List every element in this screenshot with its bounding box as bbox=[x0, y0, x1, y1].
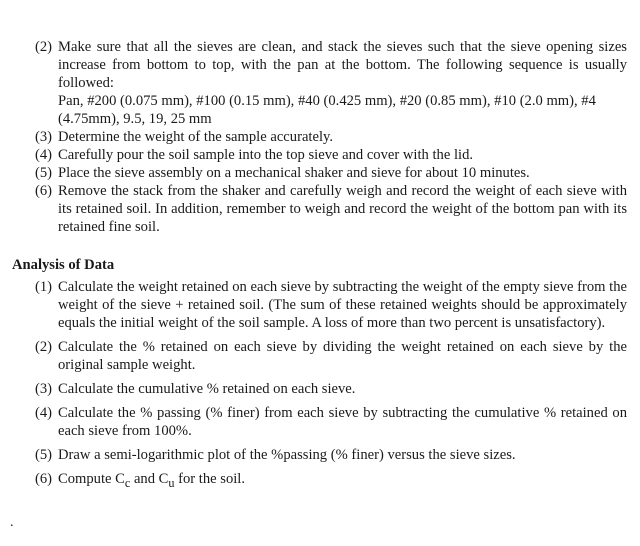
analysis-step-4 bbox=[35, 404, 627, 440]
procedure-step-6 bbox=[35, 182, 627, 236]
procedure-steps bbox=[35, 38, 627, 236]
step-text: Remove the stack from the shaker and carefully weigh and record the weight of each sieve with its retained soil. In addition, remember to weigh and record the weight of the bottom pan with its retained fine soil. bbox=[58, 183, 627, 235]
step-number: (2) bbox=[35, 339, 53, 355]
step-number: (6) bbox=[35, 183, 53, 199]
step-text: Calculate the cumulative % retained on each sieve. bbox=[58, 381, 356, 397]
analysis-steps bbox=[35, 278, 627, 498]
step-number: (5) bbox=[35, 165, 53, 181]
procedure-step-2 bbox=[35, 38, 627, 128]
step-text: Make sure that all the sieves are clean, and stack the sieves such that the sieve opening sizes increase from bottom to top, with the pan at the bottom. The following sequence is usually followed: bbox=[58, 39, 627, 91]
step-text: Draw a semi-logarithmic plot of the %passing (% finer) versus the sieve sizes. bbox=[58, 447, 516, 463]
text-part: for the soil. bbox=[174, 471, 246, 487]
analysis-step-3 bbox=[35, 380, 627, 398]
subscript-c: c bbox=[124, 475, 131, 490]
analysis-step-6 bbox=[35, 470, 627, 492]
procedure-step-5 bbox=[35, 164, 627, 182]
sieve-sequence: Pan, #200 (0.075 mm), #100 (0.15 mm), #40 (0.425 mm), #20 (0.85 mm), #10 (2.0 mm), #4 (4.75mm), 9.5, 19, 25 mm bbox=[58, 93, 596, 127]
step-text: Place the sieve assembly on a mechanical shaker and sieve for about 10 minutes. bbox=[58, 165, 530, 181]
text-part: and C bbox=[130, 471, 169, 487]
step-number: (4) bbox=[35, 405, 53, 421]
step-number: (3) bbox=[35, 129, 53, 145]
step-text: Carefully pour the soil sample into the top sieve and cover with the lid. bbox=[58, 147, 474, 163]
step-text: Calculate the weight retained on each sieve by subtracting the weight of the empty sieve from the weight of the sieve + retained soil. (The sum of these retained weights should be approximately equals the initial weight of the soil sample. A loss of more than two percent is unsatisfactory). bbox=[58, 279, 627, 331]
analysis-step-5 bbox=[35, 446, 627, 464]
step-text: Determine the weight of the sample accurately. bbox=[58, 129, 334, 145]
procedure-step-4 bbox=[35, 146, 627, 164]
step-text: Calculate the % passing (% finer) from each sieve by subtracting the cumulative % retained on each sieve from 100%. bbox=[58, 405, 627, 439]
procedure-step-3 bbox=[35, 128, 627, 146]
step-number: (2) bbox=[35, 39, 53, 55]
analysis-step-2 bbox=[35, 338, 627, 374]
step-number: (1) bbox=[35, 279, 53, 295]
stray-mark: . bbox=[10, 515, 14, 530]
step-number: (5) bbox=[35, 447, 53, 463]
subscript-u: u bbox=[168, 475, 175, 490]
section-heading: Analysis of Data bbox=[12, 257, 115, 273]
text-part: Compute C bbox=[58, 471, 125, 487]
step-text: Calculate the % retained on each sieve by dividing the weight retained on each sieve by the original sample weight. bbox=[58, 339, 627, 373]
step-number: (3) bbox=[35, 381, 53, 397]
analysis-step-1 bbox=[35, 278, 627, 332]
step-number: (4) bbox=[35, 147, 53, 163]
step-number: (6) bbox=[35, 471, 53, 487]
step-text bbox=[58, 471, 246, 490]
